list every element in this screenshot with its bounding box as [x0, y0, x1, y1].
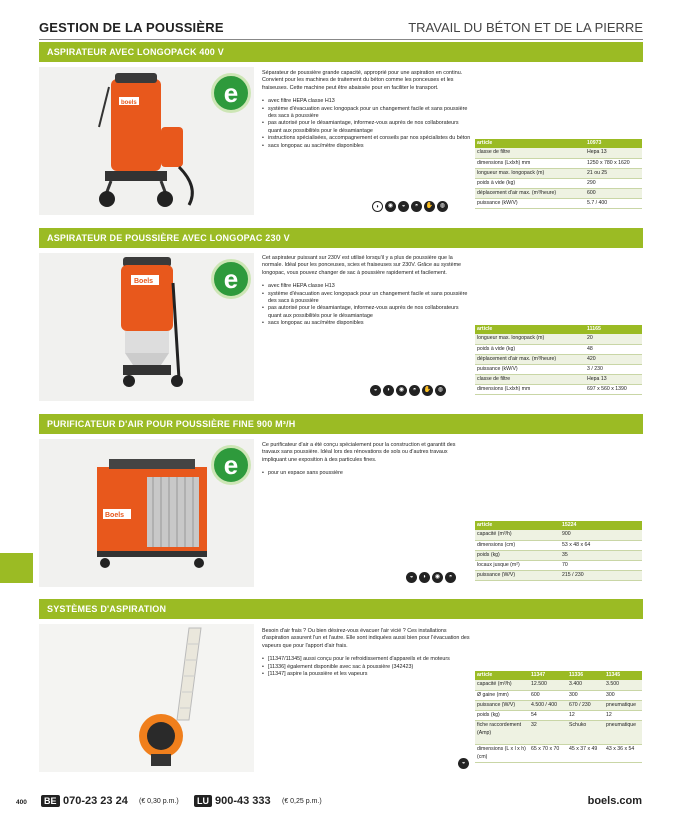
gloves-icon: ✋: [422, 385, 433, 396]
table-row: capacité (m³/h) 12.500 3.400 3.500: [475, 680, 642, 690]
ear-protection-icon: ◗: [419, 572, 430, 583]
page-title: GESTION DE LA POUSSIÈRE: [39, 20, 224, 35]
page-number: 400: [16, 799, 27, 806]
eco-badge-icon: e: [211, 445, 251, 485]
phone-be: 070-23 23 24: [63, 795, 128, 807]
feature-item: • instructions spécialisées, accompagnement et conseils par nos spécialistes du béton: [262, 135, 472, 142]
product-image-systemes: [39, 624, 254, 772]
safety-icons: [456, 758, 469, 770]
safety-icons: [370, 201, 448, 213]
spec-table-purificateur: [475, 521, 642, 581]
section-title-purificateur: PURIFICATEUR D'AIR POUR POUSSIÈRE FINE 900 M³/H: [39, 414, 643, 434]
eco-badge-icon: e: [211, 259, 251, 299]
phone-lu: 900-43 333: [215, 795, 271, 807]
spec-table-header: article 11165: [475, 325, 642, 334]
table-row: longueur max. longopack (m) 20: [475, 334, 642, 344]
spec-table-header: article 11347 11336 11345: [475, 671, 642, 680]
eco-badge-icon: e: [211, 73, 251, 113]
description-text: Cet aspirateur puissant sur 230V est utilisé lorsqu'il y a plus de poussière que la normale. Idéal pour les ponceuses, scies et fraiseuses sur 230V. Grâce au système longopac, vous pouvez changer de sac à poussière rapidement et facilement.: [262, 255, 462, 276]
spec-table-aspirateur-230v: [475, 325, 642, 395]
header-divider: [39, 39, 643, 40]
table-row: fiche raccordement (Amp) 32 Schuko pneumatique: [475, 720, 642, 744]
website-link[interactable]: boels.com: [587, 795, 642, 807]
spec-table-header: article 10973: [475, 139, 642, 148]
table-row: Ø gaine (mm) 600 300 300: [475, 690, 642, 700]
table-row: capacité (m³/h) 900: [475, 530, 642, 540]
country-badge-lu: LU: [194, 795, 212, 807]
product-description-aspirateur-230v: [262, 255, 472, 328]
spec-table-header: article 15224: [475, 521, 642, 530]
svg-text:Boels: Boels: [134, 278, 154, 285]
ear-protection-icon: ◗: [383, 385, 394, 396]
table-row: poids (kg) 35: [475, 550, 642, 560]
spec-table-systemes: [475, 671, 642, 763]
ventilation-hose-illustration: [39, 624, 254, 772]
mask-icon: ◒: [370, 385, 381, 396]
safety-icons: [368, 385, 446, 397]
description-text: Ce purificateur d'air a été conçu spécialement pour la construction et garantit des travaux sans poussière. Idéal lors des rénovations de sols ou d'autres travaux impliquant une exposition à des particules fines.: [262, 442, 456, 463]
feature-item: • avec filtre HEPA classe H13: [262, 283, 472, 290]
feature-item: • système d'évacuation avec longopack pour un changement facile et sans poussière des sacs à poussière: [262, 106, 472, 121]
eye-protection-icon: ◉: [432, 572, 443, 583]
helmet-icon: ◓: [445, 572, 456, 583]
table-row: poids à vide (kg) 290: [475, 178, 642, 188]
table-row: locaux jusque (m²) 70: [475, 560, 642, 570]
table-row: puissance (W/V) 215 / 230: [475, 570, 642, 580]
table-row: déplacement d'air max. (m³/heure) 600: [475, 188, 642, 198]
eye-protection-icon: ◉: [385, 201, 396, 212]
gloves-icon: ✋: [424, 201, 435, 212]
description-text: Besoin d'air frais ? Ou bien désirez-vous évacuer l'air vicié ? Ces installations d'aspiration assurent l'un et l'autre. Elle sont indiquées aussi bien pour l'évacuation des vapeurs que pour l'apport d'air frais.: [262, 628, 470, 649]
boots-icon: ◍: [435, 385, 446, 396]
section-title-aspirateur-230v: ASPIRATEUR DE POUSSIÈRE AVEC LONGOPAC 230 V: [39, 228, 643, 248]
feature-list: [262, 283, 472, 327]
product-description-systemes: [262, 628, 472, 678]
boots-icon: ◍: [437, 201, 448, 212]
feature-list: [262, 98, 472, 150]
feature-item: • pas autorisé pour le désamiantage, informez-vous auprès de nos collaborateurs quant aux possibilités pour le désamiantage: [262, 120, 472, 135]
page-footer: [0, 790, 676, 812]
feature-item: • avec filtre HEPA classe H13: [262, 98, 472, 105]
country-badge-be: BE: [41, 795, 60, 807]
table-row: classe de filtre Hepa 13: [475, 374, 642, 384]
svg-text:Boels: Boels: [105, 512, 125, 519]
feature-item: • pour un espace sans poussière: [262, 470, 472, 477]
safety-icons: [404, 572, 456, 584]
table-row: dimensions (Lxlxh) mm 697 x 560 x 1390: [475, 384, 642, 394]
product-description-aspirateur-400v: [262, 70, 472, 150]
feature-item: • système d'évacuation avec longopack pour un changement facile et sans poussière des sacs à poussière: [262, 291, 472, 306]
table-row: puissance (kW/V) 3 / 230: [475, 364, 642, 374]
chapter-side-tab: [0, 553, 33, 583]
mask-icon: ◒: [398, 201, 409, 212]
table-row: longueur max. longopack (m) 21 ou 25: [475, 168, 642, 178]
table-row: poids (kg) 54 12 12: [475, 710, 642, 720]
table-row: puissance (kW/V) 5.7 / 400: [475, 198, 642, 208]
mask-icon: ◒: [406, 572, 417, 583]
helmet-icon: ◓: [409, 385, 420, 396]
table-row: dimensions (L x l x h) (cm) 65 x 70 x 70 45 x 37 x 49 43 x 36 x 54: [475, 744, 642, 762]
feature-item: • sacs longopac au sac/mètre disponibles: [262, 143, 472, 150]
helmet-icon: ◓: [411, 201, 422, 212]
spec-table-aspirateur-400v: [475, 139, 642, 209]
ear-protection-icon: ◗: [372, 201, 383, 212]
feature-item: • [11347] aspire la poussière et les vapeurs: [262, 671, 472, 678]
feature-list: [262, 656, 472, 678]
mask-icon: ◒: [458, 758, 469, 769]
table-row: poids à vide (kg) 48: [475, 344, 642, 354]
feature-item: • [11336] également disponible avec sac à poussière (342423): [262, 664, 472, 671]
feature-list: [262, 470, 472, 477]
section-title-aspirateur-400v: ASPIRATEUR AVEC LONGOPACK 400 V: [39, 42, 643, 62]
table-row: dimensions (Lxlxh) mm 1250 x 780 x 1620: [475, 158, 642, 168]
feature-item: • [11347/11345] aussi conçu pour le refroidissement d'appareils et de moteurs: [262, 656, 472, 663]
rate-lu: (€ 0,25 p.m.): [282, 798, 322, 805]
rate-be: (€ 0,30 p.m.): [139, 798, 179, 805]
feature-item: • pas autorisé pour le désamiantage, informez-vous auprès de nos collaborateurs quant aux possibilités pour le désamiantage: [262, 305, 472, 320]
svg-text:boels: boels: [121, 100, 137, 106]
product-description-purificateur: [262, 442, 472, 478]
eye-protection-icon: ◉: [396, 385, 407, 396]
table-row: déplacement d'air max. (m³/heure) 420: [475, 354, 642, 364]
table-row: dimensions (cm) 53 x 48 x 64: [475, 540, 642, 550]
description-text: Séparateur de poussière grande capacité, approprié pour une aspiration en continu. Convient pour les machines de traitement du béton comme les ponceuses et les fraiseuses. Cette machine peut être abaissée pour en faciliter le transport.: [262, 70, 463, 91]
section-title-systemes: SYSTÈMES D'ASPIRATION: [39, 599, 643, 619]
table-row: puissance (W/V) 4.500 / 400 670 / 230 pneumatique: [475, 700, 642, 710]
page-category: TRAVAIL DU BÉTON ET DE LA PIERRE: [408, 20, 643, 35]
table-row: classe de filtre Hepa 13: [475, 148, 642, 158]
feature-item: • sacs longopac au sac/mètre disponibles: [262, 320, 472, 327]
